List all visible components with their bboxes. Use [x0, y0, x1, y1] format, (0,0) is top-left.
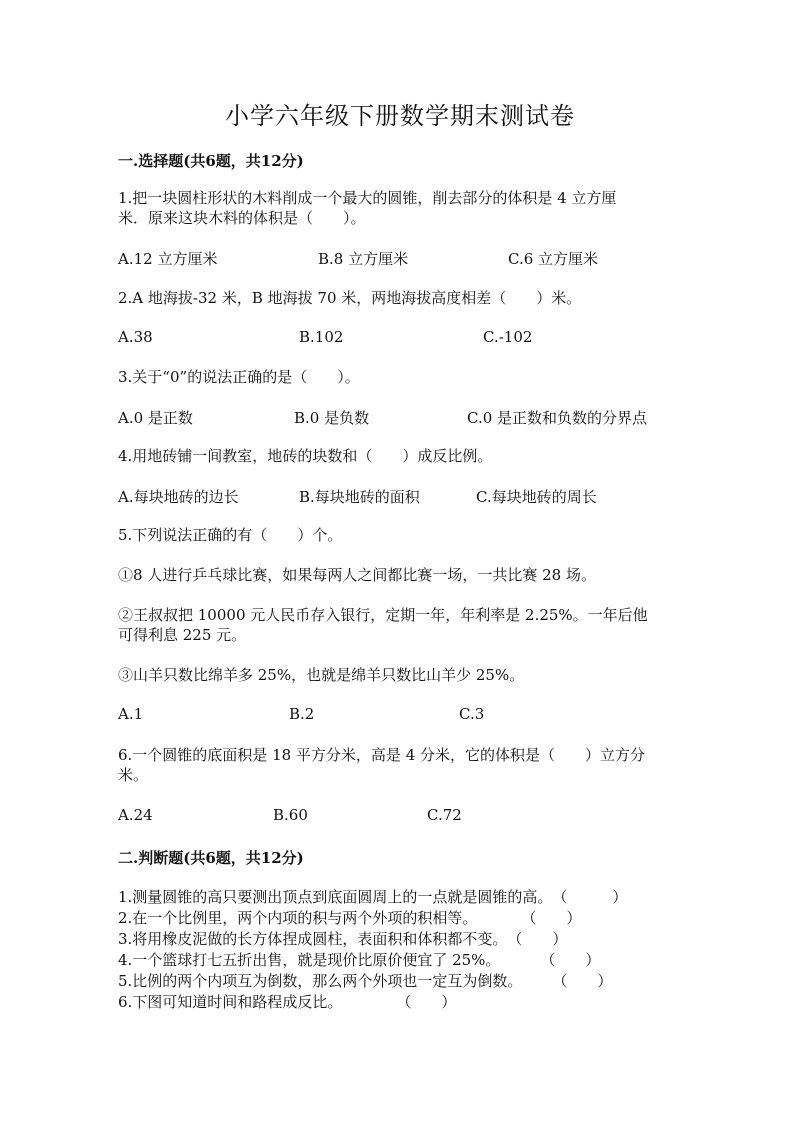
- judge-item-4-text: 4.一个篮球打七五折出售，就是现价比原价便宜了 25%。: [118, 951, 501, 969]
- question-5-option-a: A.1: [118, 705, 144, 723]
- answer-blank: （ ）: [521, 909, 582, 927]
- section-heading-choice: 一.选择题(共6题，共12分): [118, 152, 304, 170]
- question-1-line-2: 米．原来这块木料的体积是（ ）。: [118, 209, 366, 227]
- question-5-statement-2-line-1: ②王叔叔把 10000 元人民币存入银行，定期一年，年利率是 2.25%。一年后他: [118, 606, 648, 624]
- judge-item-3-text: 3.将用橡皮泥做的长方体捏成圆柱，表面积和体积都不变。: [118, 930, 508, 948]
- question-2-option-a: A.38: [118, 328, 153, 346]
- judge-item-3: [118, 928, 567, 949]
- question-6-option-b: B.60: [273, 806, 308, 824]
- section-heading-true-false: 二.判断题(共6题，共12分): [118, 849, 304, 867]
- question-2: 2.A 地海拔-32 米，B 地海拔 70 米，两地海拔高度相差（ ）米。: [118, 289, 582, 307]
- page-title: 小学六年级下册数学期末测试卷: [225, 102, 575, 130]
- judge-item-2-text: 2.在一个比例里，两个内项的积与两个外项的积相等。: [118, 909, 478, 927]
- question-1-option-c: C.6 立方厘米: [508, 250, 599, 268]
- question-6-line-2: 米。: [118, 766, 149, 784]
- question-1-option-b: B.8 立方厘米: [318, 250, 409, 268]
- question-2-option-c: C.-102: [483, 328, 533, 346]
- question-3-option-a: A.0 是正数: [118, 409, 193, 427]
- answer-blank: （ ）: [552, 972, 613, 990]
- answer-blank: （ ）: [396, 993, 457, 1011]
- question-4-option-c: C.每块地砖的周长: [476, 488, 597, 506]
- question-3-option-b: B.0 是负数: [294, 409, 370, 427]
- question-1-line-1: 1.把一块圆柱形状的木料削成一个最大的圆锥，削去部分的体积是 4 立方厘: [118, 189, 617, 207]
- judge-item-6-text: 6.下图可知道时间和路程成反比。: [118, 993, 343, 1011]
- question-5: 5.下列说法正确的有（ ）个。: [118, 526, 343, 544]
- question-2-option-b: B.102: [299, 328, 344, 346]
- judge-item-4: [118, 949, 600, 970]
- answer-blank: （ ）: [540, 951, 601, 969]
- question-1-option-a: A.12 立方厘米: [118, 250, 218, 268]
- judge-item-2: [118, 907, 581, 928]
- question-5-option-b: B.2: [289, 705, 315, 723]
- judge-item-1: [118, 886, 627, 907]
- judge-item-1-text: 1.测量圆锥的高只要测出顶点到底面圆周上的一点就是圆锥的高。: [118, 888, 553, 906]
- question-5-statement-2-line-2: 可得利息 225 元。: [118, 626, 247, 644]
- question-6-option-a: A.24: [118, 806, 153, 824]
- question-5-option-c: C.3: [459, 705, 485, 723]
- judge-item-5: [118, 970, 612, 991]
- question-4-option-b: B.每块地砖的面积: [299, 488, 420, 506]
- question-6-line-1: 6.一个圆锥的底面积是 18 平方分米，高是 4 分米，它的体积是（ ）立方分: [118, 746, 646, 764]
- judge-item-6: [118, 991, 456, 1012]
- question-5-statement-3: ③山羊只数比绵羊多 25%，也就是绵羊只数比山羊少 25%。: [118, 666, 525, 684]
- judge-item-5-text: 5.比例的两个内项互为倒数，那么两个外项也一定互为倒数。: [118, 972, 523, 990]
- question-5-statement-1: ①8 人进行乒乓球比赛，如果每两人之间都比赛一场，一共比赛 28 场。: [118, 566, 596, 584]
- answer-blank: （ ）: [507, 930, 568, 948]
- question-6-option-c: C.72: [427, 806, 462, 824]
- question-3: 3.关于“0”的说法正确的是（ ）。: [118, 368, 360, 386]
- question-4: 4.用地砖铺一间教室，地砖的块数和（ ）成反比例。: [118, 447, 493, 465]
- question-4-option-a: A.每块地砖的边长: [118, 488, 239, 506]
- question-3-option-c: C.0 是正数和负数的分界点: [467, 409, 648, 427]
- answer-blank: （ ）: [552, 888, 628, 906]
